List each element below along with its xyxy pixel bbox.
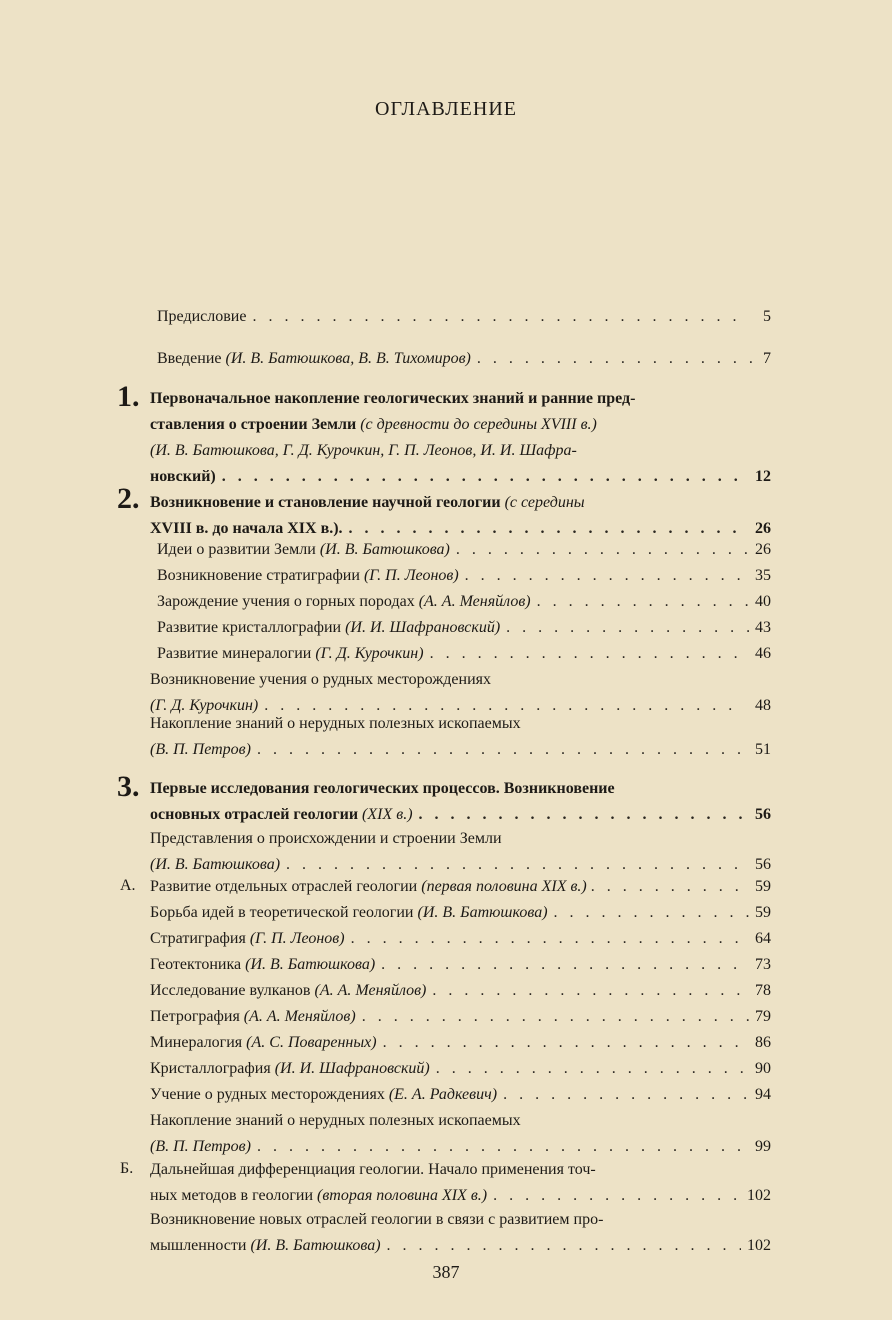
toc-entry-text: (Г. Д. Курочкин): [150, 697, 259, 714]
toc-page-number: 64: [755, 930, 771, 947]
toc-entry-text: новский): [150, 468, 216, 485]
section-letter: А.: [120, 877, 136, 894]
toc-entry-text: Накопление знаний о нерудных полезных ископаемых: [150, 1112, 521, 1129]
toc-entry-text: Дальнейшая дифференциация геологии. Начало применения точ-: [150, 1161, 596, 1178]
toc-entry-preface: [157, 304, 771, 330]
toc-entry: [157, 615, 771, 641]
toc-entry: [150, 1082, 771, 1108]
toc-entry-text: мышленности (И. В. Батюшкова): [150, 1237, 381, 1254]
toc-entry: [150, 926, 771, 952]
toc-entry-text: Введение (И. В. Батюшкова, В. В. Тихомиров): [157, 350, 471, 367]
toc-entry: [157, 589, 771, 615]
toc-entry-text: Кристаллография (И. И. Шафрановский): [150, 1060, 430, 1077]
toc-entry-text: Исследование вулканов (А. А. Меняйлов): [150, 982, 427, 999]
toc-entry-text: Зарождение учения о горных породах (А. А. Меняйлов): [157, 593, 531, 610]
toc-page-number: 7: [763, 350, 771, 367]
toc-entry-text: (И. В. Батюшкова, Г. Д. Курочкин, Г. П. Леонов, И. И. Шафра-: [150, 442, 577, 459]
toc-entry-text: Развитие кристаллографии (И. И. Шафрановский): [157, 619, 501, 636]
toc-chapter-2: [150, 490, 771, 542]
toc-page-number: 59: [755, 878, 771, 895]
toc-entry-text: XVIII в. до начала XIX в.).: [150, 520, 343, 537]
toc-page-number: 99: [755, 1138, 771, 1155]
toc-entry: [150, 711, 771, 763]
chapter-number: 1.: [117, 380, 140, 413]
section-letter: Б.: [120, 1160, 134, 1177]
toc-entry-text: Предисловие: [157, 308, 247, 325]
toc-page-number: 26: [755, 541, 771, 558]
page-number-footer: 387: [432, 1262, 460, 1282]
toc-entry: [150, 826, 771, 878]
toc-page-number: 56: [755, 856, 771, 873]
toc-entry-text: (В. П. Петров): [150, 741, 251, 758]
toc-page-number: 40: [755, 593, 771, 610]
toc-entry-text: (В. П. Петров): [150, 1138, 251, 1155]
toc-entry-text: Стратиграфия (Г. П. Леонов): [150, 930, 345, 947]
toc-entry-text: Представления о происхождении и строении Земли: [150, 830, 502, 847]
toc-entry: [157, 537, 771, 563]
toc-page-number: 35: [755, 567, 771, 584]
toc-page-number: 86: [755, 1034, 771, 1051]
toc-page-number: 94: [755, 1086, 771, 1103]
toc-page-number: 102: [747, 1187, 771, 1204]
toc-entry-text: Развитие отдельных отраслей геологии (первая половина XIX в.): [150, 878, 587, 895]
toc-entry-text: основных отраслей геологии (XIX в.): [150, 806, 413, 823]
toc-entry: [150, 1030, 771, 1056]
toc-entry-text: (И. В. Батюшкова): [150, 856, 281, 873]
toc-entry-text: Учение о рудных месторождениях (Е. А. Радкевич): [150, 1086, 498, 1103]
toc-page-number: 78: [755, 982, 771, 999]
chapter-number: 2.: [117, 482, 140, 515]
toc-section-b: [150, 1157, 771, 1209]
toc-entry-introduction: [157, 346, 771, 372]
toc-section-a: [150, 874, 771, 900]
toc-page-number: 79: [755, 1008, 771, 1025]
toc-entry: [150, 978, 771, 1004]
toc-entry-text: Первые исследования геологических процессов. Возникновение: [150, 780, 615, 797]
toc-entry-text: Возникновение и становление научной геологии (с середины: [150, 494, 585, 511]
toc-entry: [150, 1108, 771, 1160]
toc-page-number: 59: [755, 904, 771, 921]
toc-entry-text: ных методов в геологии (вторая половина XIX в.): [150, 1187, 488, 1204]
toc-entry: [150, 1056, 771, 1082]
toc-entry-text: Развитие минералогии (Г. Д. Курочкин): [157, 645, 424, 662]
toc-entry-text: ставления о строении Земли (с древности до середины XVIII в.): [150, 416, 597, 433]
toc-page-number: 5: [763, 308, 771, 325]
toc-page-number: 90: [755, 1060, 771, 1077]
page-title: ОГЛАВЛЕНИЕ: [375, 98, 517, 120]
toc-entry-text: Возникновение стратиграфии (Г. П. Леонов): [157, 567, 459, 584]
toc-page-number: 43: [755, 619, 771, 636]
toc-page-number: 46: [755, 645, 771, 662]
toc-entry-text: Борьба идей в теоретической геологии (И. В. Батюшкова): [150, 904, 548, 921]
toc-entry-text: Возникновение новых отраслей геологии в связи с развитием про-: [150, 1211, 604, 1228]
toc-page-number: 102: [747, 1237, 771, 1254]
toc-page-number: 26: [755, 520, 771, 537]
toc-chapter-3: [150, 776, 771, 828]
toc-entry-text: Петрография (А. А. Меняйлов): [150, 1008, 356, 1025]
toc-entry: [157, 563, 771, 589]
toc-page-number: 51: [755, 741, 771, 758]
toc-entry: [150, 1207, 771, 1259]
toc-entry-text: Первоначальное накопление геологических знаний и ранние пред-: [150, 390, 636, 407]
toc-entry: [157, 641, 771, 667]
toc-entry: [150, 952, 771, 978]
toc-entry-text: Идеи о развитии Земли (И. В. Батюшкова): [157, 541, 450, 558]
toc-chapter-1: [150, 386, 771, 490]
toc-entry-text: Накопление знаний о нерудных полезных ископаемых: [150, 715, 521, 732]
chapter-number: 3.: [117, 770, 140, 803]
toc-page-number: 73: [755, 956, 771, 973]
toc-entry-text: Возникновение учения о рудных месторождениях: [150, 671, 491, 688]
toc-page-number: 56: [755, 806, 771, 823]
toc-entry: [150, 1004, 771, 1030]
toc-entry-text: Минералогия (А. С. Поваренных): [150, 1034, 377, 1051]
toc-page-number: 12: [755, 468, 771, 485]
toc-entry: [150, 900, 771, 926]
toc-entry-text: Геотектоника (И. В. Батюшкова): [150, 956, 376, 973]
toc-page-number: 48: [755, 697, 771, 714]
